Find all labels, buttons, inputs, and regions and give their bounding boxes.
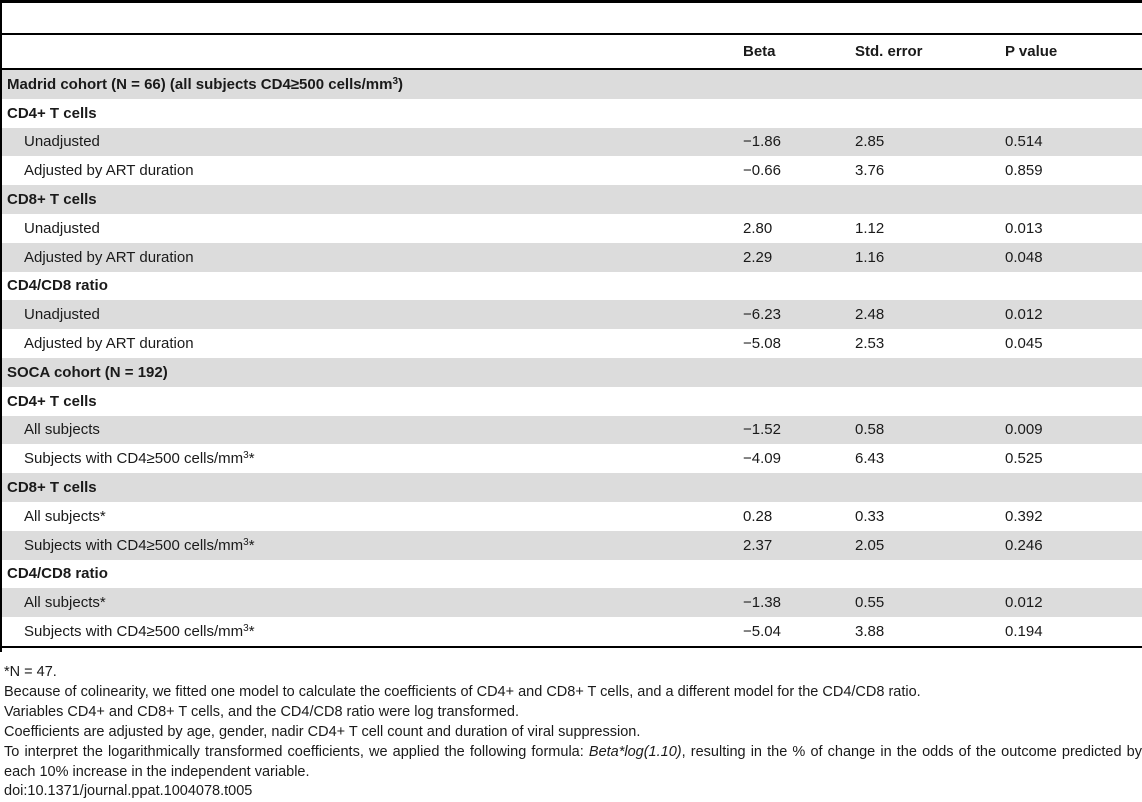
std-error-cell: 2.53 bbox=[855, 335, 885, 353]
table-row bbox=[2, 156, 1142, 185]
std-error-cell: 0.55 bbox=[855, 594, 885, 612]
results-table bbox=[2, 33, 1142, 648]
label-text: CD4/CD8 ratio bbox=[7, 277, 108, 295]
superscript: 3 bbox=[243, 450, 249, 462]
interpretation-text-before: To interpret the logarithmically transformed coefficients, we applied the following formula: bbox=[4, 743, 589, 760]
header-beta: Beta bbox=[743, 43, 776, 60]
beta-cell: −1.52 bbox=[743, 421, 781, 439]
table-bottom-rule bbox=[2, 646, 1142, 648]
label-text: Adjusted by ART duration bbox=[24, 335, 194, 353]
section-row bbox=[2, 560, 1142, 589]
section-heading bbox=[2, 76, 1142, 93]
p-value-cell: 0.246 bbox=[1005, 536, 1043, 554]
row-label bbox=[2, 306, 743, 323]
table-row bbox=[2, 300, 1142, 329]
std-error-cell: 1.16 bbox=[855, 248, 885, 266]
p-value-cell: 0.859 bbox=[1005, 162, 1043, 180]
label-text: Subjects with CD4≥500 cells/mm bbox=[24, 450, 244, 468]
section-heading bbox=[2, 277, 1142, 294]
section-row bbox=[2, 387, 1142, 416]
std-error-cell: 2.05 bbox=[855, 536, 885, 554]
label-suffix: ) bbox=[398, 75, 403, 93]
label-text: All subjects bbox=[24, 421, 100, 439]
std-error-cell: 0.33 bbox=[855, 507, 885, 525]
footnote-colinearity: Because of colinearity, we fitted one model to calculate the coefficients of CD4+ and CD8+ T cells, and a different model for the CD4/CD8 ratio. bbox=[4, 683, 921, 700]
section-heading bbox=[2, 191, 1142, 208]
section-heading bbox=[2, 479, 1142, 496]
interpretation-text-after: , resulting in the % of change in the odds of the outcome predicted by each 10% increase in the independent variable. bbox=[4, 743, 1142, 780]
row-label bbox=[2, 594, 743, 611]
beta-cell: 2.80 bbox=[743, 219, 773, 237]
label-text: CD8+ T cells bbox=[7, 191, 97, 209]
beta-cell: −1.38 bbox=[743, 594, 781, 612]
footnote-adjusted: Coefficients are adjusted by age, gender, nadir CD4+ T cell count and duration of viral suppression. bbox=[4, 723, 641, 740]
row-label bbox=[2, 508, 743, 525]
label-text: Adjusted by ART duration bbox=[24, 162, 194, 180]
beta-cell: −5.04 bbox=[743, 623, 781, 641]
label-text: Unadjusted bbox=[24, 219, 100, 237]
section-row bbox=[2, 99, 1142, 128]
beta-cell: 2.37 bbox=[743, 536, 773, 554]
interpretation-formula: Beta*log(1.10) bbox=[588, 743, 682, 760]
beta-cell: 0.28 bbox=[743, 507, 773, 525]
table-row bbox=[2, 128, 1142, 157]
label-text: CD4+ T cells bbox=[7, 104, 97, 122]
row-label bbox=[2, 220, 743, 237]
row-label bbox=[2, 450, 743, 467]
table-body bbox=[2, 70, 1142, 646]
p-value-cell: 0.012 bbox=[1005, 306, 1043, 324]
label-suffix: * bbox=[248, 450, 255, 468]
footnote-log-transformed: Variables CD4+ and CD8+ T cells, and the CD4/CD8 ratio were log transformed. bbox=[4, 703, 519, 720]
table-row bbox=[2, 416, 1142, 445]
row-label bbox=[2, 249, 743, 266]
label-text: CD4+ T cells bbox=[7, 392, 97, 410]
row-label bbox=[2, 162, 743, 179]
std-error-cell: 3.76 bbox=[855, 162, 885, 180]
top-border bbox=[0, 0, 1142, 3]
label-text: Subjects with CD4≥500 cells/mm bbox=[24, 623, 244, 641]
beta-cell: −5.08 bbox=[743, 335, 781, 353]
section-row bbox=[2, 358, 1142, 387]
p-value-cell: 0.392 bbox=[1005, 507, 1043, 525]
label-suffix: * bbox=[248, 623, 255, 641]
std-error-cell: 6.43 bbox=[855, 450, 885, 468]
section-row bbox=[2, 70, 1142, 99]
section-heading bbox=[2, 565, 1142, 582]
label-text: SOCA cohort (N = 192) bbox=[7, 363, 168, 381]
row-label bbox=[2, 623, 743, 640]
section-row bbox=[2, 185, 1142, 214]
label-text: Madrid cohort (N = 66) (all subjects CD4≥500 cells/mm bbox=[7, 75, 393, 93]
table-row bbox=[2, 329, 1142, 358]
label-text: CD8+ T cells bbox=[7, 479, 97, 497]
row-label bbox=[2, 133, 743, 150]
doi-link[interactable]: doi:10.1371/journal.ppat.1004078.t005 bbox=[4, 783, 253, 800]
p-value-cell: 0.013 bbox=[1005, 219, 1043, 237]
p-value-cell: 0.009 bbox=[1005, 421, 1043, 439]
superscript: 3 bbox=[392, 75, 398, 87]
std-error-cell: 0.58 bbox=[855, 421, 885, 439]
label-text: Subjects with CD4≥500 cells/mm bbox=[24, 536, 244, 554]
beta-cell: −1.86 bbox=[743, 133, 781, 151]
std-error-cell: 1.12 bbox=[855, 219, 885, 237]
label-text: All subjects* bbox=[24, 507, 106, 525]
table-header-row bbox=[2, 35, 1142, 68]
p-value-cell: 0.012 bbox=[1005, 594, 1043, 612]
section-heading bbox=[2, 364, 1142, 381]
table-row bbox=[2, 444, 1142, 473]
label-text: Unadjusted bbox=[24, 306, 100, 324]
footnote-interpretation bbox=[4, 743, 1142, 783]
p-value-cell: 0.514 bbox=[1005, 133, 1043, 151]
beta-cell: −6.23 bbox=[743, 306, 781, 324]
superscript: 3 bbox=[243, 623, 249, 635]
table-row bbox=[2, 502, 1142, 531]
p-value-cell: 0.525 bbox=[1005, 450, 1043, 468]
table-row bbox=[2, 214, 1142, 243]
p-value-cell: 0.048 bbox=[1005, 248, 1043, 266]
label-text: CD4/CD8 ratio bbox=[7, 565, 108, 583]
section-heading bbox=[2, 105, 1142, 122]
p-value-cell: 0.194 bbox=[1005, 623, 1043, 641]
label-text: All subjects* bbox=[24, 594, 106, 612]
superscript: 3 bbox=[243, 536, 249, 548]
row-label bbox=[2, 335, 743, 352]
footnote-n: *N = 47. bbox=[4, 664, 57, 680]
label-suffix: * bbox=[248, 536, 255, 554]
beta-cell: −4.09 bbox=[743, 450, 781, 468]
section-row bbox=[2, 473, 1142, 502]
table-row bbox=[2, 588, 1142, 617]
table-row bbox=[2, 617, 1142, 646]
row-label bbox=[2, 537, 743, 554]
row-label bbox=[2, 421, 743, 438]
std-error-cell: 3.88 bbox=[855, 623, 885, 641]
beta-cell: −0.66 bbox=[743, 162, 781, 180]
table-row bbox=[2, 531, 1142, 560]
label-text: Unadjusted bbox=[24, 133, 100, 151]
beta-cell: 2.29 bbox=[743, 248, 773, 266]
section-row bbox=[2, 272, 1142, 301]
label-text: Adjusted by ART duration bbox=[24, 248, 194, 266]
section-heading bbox=[2, 393, 1142, 410]
header-p-value: P value bbox=[1005, 43, 1058, 60]
header-std-error: Std. error bbox=[855, 43, 923, 60]
table-footnotes bbox=[4, 663, 1142, 802]
table-row bbox=[2, 243, 1142, 272]
std-error-cell: 2.85 bbox=[855, 133, 885, 151]
p-value-cell: 0.045 bbox=[1005, 335, 1043, 353]
std-error-cell: 2.48 bbox=[855, 306, 885, 324]
